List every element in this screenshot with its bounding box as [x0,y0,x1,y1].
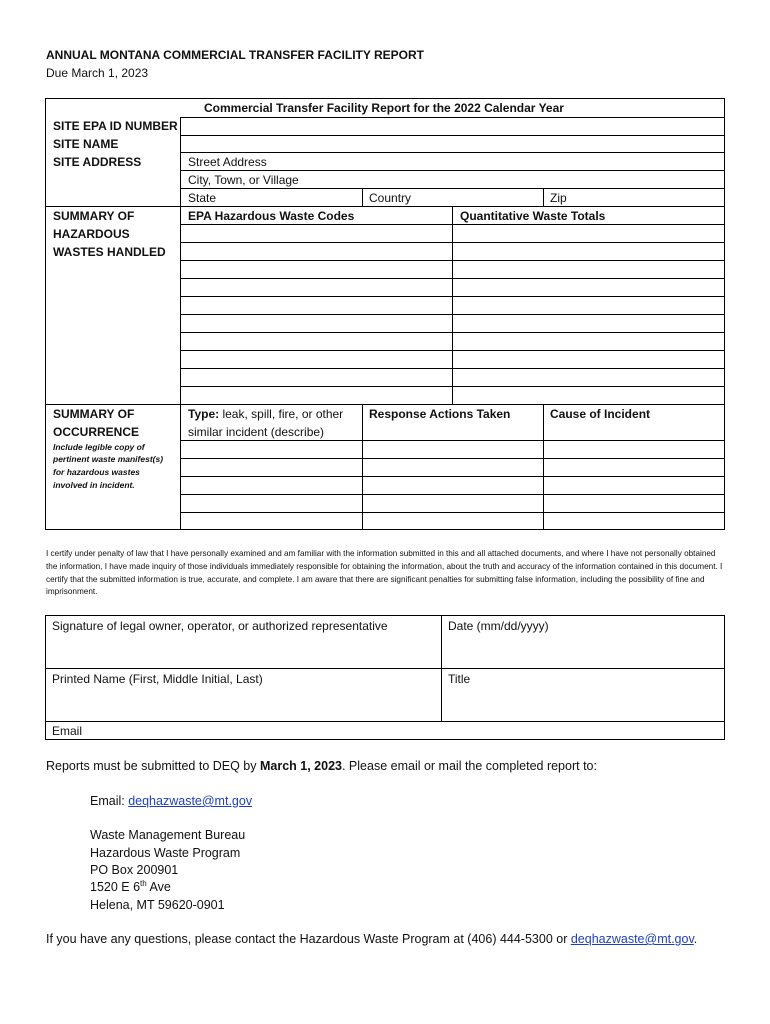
report-title: ANNUAL MONTANA COMMERCIAL TRANSFER FACILITY REPORT [46,48,424,62]
email-field[interactable]: Email [52,724,83,738]
date-field[interactable]: Date (mm/dd/yyyy) [448,619,549,633]
summary-hazardous-label-1: SUMMARY OF [53,209,135,223]
address-line-3: PO Box 200901 [90,863,179,877]
address-line-2: Hazardous Waste Program [90,846,241,860]
questions-line [46,932,697,946]
address-line-5: Helena, MT 59620-0901 [90,898,225,912]
occurrence-note-1: Include legible copy of [53,442,145,452]
questions-pre: If you have any questions, please contact the Hazardous Waste Program at (406) 444-5300 or [46,932,571,946]
quant-totals-header: Quantitative Waste Totals [460,209,606,223]
certification-statement: I certify under penalty of law that I have personally examined and am familiar with the information submitted in this and all attached documents, and where I have not personally obtained the information, I have made inquiry of those individuals immediately responsible for obtaining the information, about the truth and accuracy of the information contained in this document. I certify that the submitted information is true, accurate, and complete. I am aware that there are significant penalties for submitting false information, including the possibility of fine and imprisonment. [46,549,723,597]
epa-codes-header: EPA Hazardous Waste Codes [188,209,355,223]
occurrence-note-2: pertinent waste manifest(s) [53,454,164,464]
type-desc-2: similar incident (describe) [188,425,325,439]
submit-deadline: March 1, 2023 [259,759,342,773]
submission-instructions [46,759,597,773]
state-field[interactable]: State [188,191,217,205]
submit-pre: Reports must be submitted to DEQ by [46,759,260,773]
address-line-1: Waste Management Bureau [90,828,246,842]
summary-occurrence-label-1: SUMMARY OF [53,407,135,421]
occurrence-note-4: involved in incident. [53,480,135,490]
title-field[interactable]: Title [448,672,471,686]
type-label: Type: [188,407,220,421]
summary-hazardous-label-2: HAZARDOUS [53,227,130,241]
email-line [90,794,252,808]
address-street-number: 1520 E 6 [90,880,141,894]
table-caption: Commercial Transfer Facility Report for the 2022 Calendar Year [204,101,564,115]
site-name-field[interactable] [182,136,723,151]
questions-post: . [693,932,698,946]
due-date: Due March 1, 2023 [46,66,149,80]
type-desc-1: leak, spill, fire, or other [219,407,344,421]
site-address-label: SITE ADDRESS [53,155,142,169]
signature-field[interactable]: Signature of legal owner, operator, or authorized representative [52,619,388,633]
address-line-4 [90,880,171,894]
address-ordinal: th [140,878,147,888]
printed-name-field[interactable]: Printed Name (First, Middle Initial, Last) [52,672,263,686]
site-epa-id-label: SITE EPA ID NUMBER [53,119,178,133]
zip-field[interactable]: Zip [550,191,567,205]
email-link[interactable]: deqhazwaste@mt.gov [128,794,253,808]
site-epa-id-field[interactable] [182,118,723,134]
questions-email-link[interactable]: deqhazwaste@mt.gov [570,932,694,946]
summary-occurrence-label-2: OCCURRENCE [53,425,140,439]
address-street-rest: Ave [146,880,171,894]
street-address-field[interactable]: Street Address [188,155,267,169]
email-prefix: Email: [90,794,129,808]
site-name-label: SITE NAME [53,137,119,151]
response-header: Response Actions Taken [369,407,511,421]
summary-hazardous-label-3: WASTES HANDLED [53,245,166,259]
occurrence-note-3: for hazardous wastes [53,467,140,477]
country-field[interactable]: Country [369,191,412,205]
cause-header: Cause of Incident [550,407,651,421]
submit-post: . Please email or mail the completed report to: [341,759,597,773]
city-field[interactable]: City, Town, or Village [188,173,299,187]
type-header [188,407,343,421]
